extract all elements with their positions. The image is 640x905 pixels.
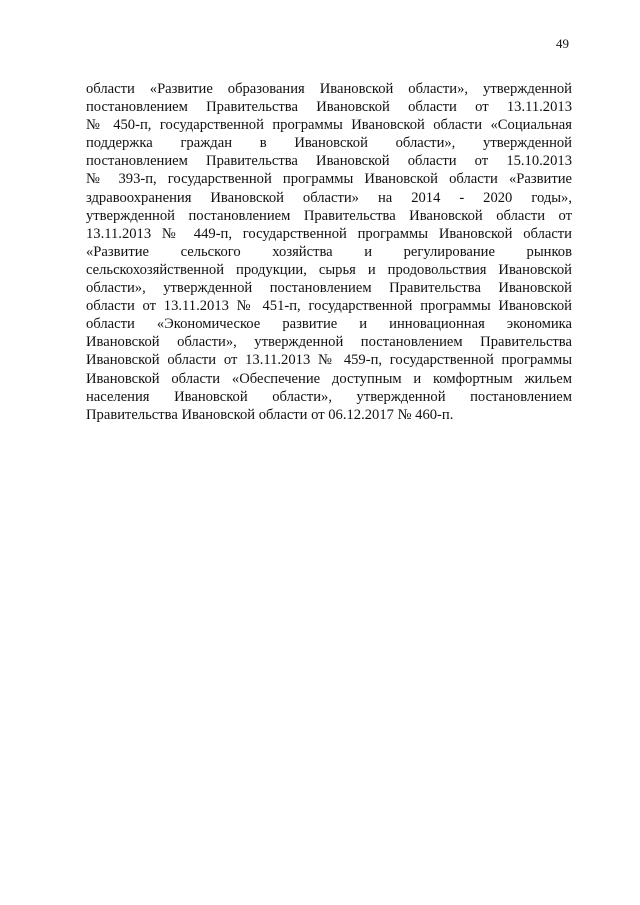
text-line: области от 13.11.2013 № 451-п, государственной программы Ивановской — [86, 298, 572, 315]
text-line: области «Экономическое развитие и инновационная экономика — [86, 316, 572, 333]
text-line: № 393-п, государственной программы Ивановской области «Развитие — [86, 171, 572, 188]
text-line: Правительства Ивановской области от 06.12.2017 № 460-п. — [86, 406, 454, 423]
text-line: населения Ивановской области», утвержденной постановлением — [86, 388, 572, 405]
text-line: 13.11.2013 № 449-п, государственной программы Ивановской области — [86, 225, 572, 242]
text-line: Ивановской области», утвержденной постановлением Правительства — [86, 334, 572, 351]
text-line: области «Развитие образования Ивановской области», утвержденной — [86, 81, 572, 97]
text-line: здравоохранения Ивановской области» на 2014 - 2020 годы», — [86, 189, 572, 206]
text-line: постановлением Правительства Ивановской области от 15.10.2013 — [86, 153, 572, 170]
page-number: 49 — [556, 36, 569, 51]
text-line: № 450-п, государственной программы Ивановской области «Социальная — [86, 117, 572, 134]
body-paragraph — [86, 80, 572, 424]
text-line: сельскохозяйственной продукции, сырья и продовольствия Ивановской — [86, 261, 572, 278]
text-line: области», утвержденной постановлением Правительства Ивановской — [86, 280, 572, 297]
text-line: «Развитие сельского хозяйства и регулирование рынков — [86, 243, 572, 260]
text-line: Ивановской области от 13.11.2013 № 459-п, государственной программы — [86, 352, 572, 369]
text-line: поддержка граждан в Ивановской области», утвержденной — [86, 135, 572, 152]
text-line: постановлением Правительства Ивановской области от 13.11.2013 — [86, 99, 572, 116]
text-line: утвержденной постановлением Правительства Ивановской области от — [86, 207, 572, 224]
text-line: Ивановской области «Обеспечение доступным и комфортным жильем — [86, 370, 572, 387]
